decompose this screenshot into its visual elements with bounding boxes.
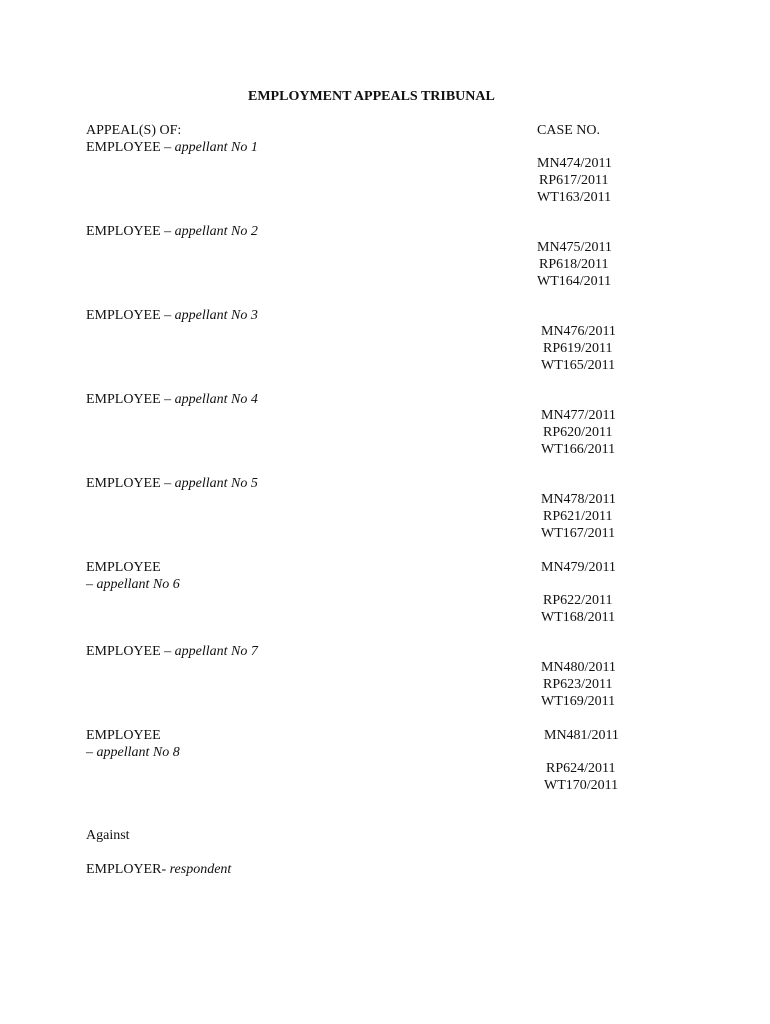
appellant-role: appellant No 5 xyxy=(174,476,258,491)
appellant-3 xyxy=(86,307,258,324)
case-number: MN478/2011 xyxy=(541,492,616,507)
case-number: MN475/2011 xyxy=(537,240,612,255)
document-title: EMPLOYMENT APPEALS TRIBUNAL xyxy=(248,89,495,104)
appellant-role: appellant No 4 xyxy=(174,392,258,407)
case-number: WT164/2011 xyxy=(537,274,612,289)
case-number: WT163/2011 xyxy=(537,190,612,205)
case-number: WT168/2011 xyxy=(541,610,616,625)
case-number: RP618/2011 xyxy=(539,257,609,272)
appellant-party: EMPLOYEE – xyxy=(86,224,175,239)
case-number: RP617/2011 xyxy=(539,173,609,188)
case-number: WT170/2011 xyxy=(544,778,619,793)
appellant-6-role: – appellant No 6 xyxy=(86,577,180,592)
appellant-role: appellant No 3 xyxy=(174,308,258,323)
appellant-7 xyxy=(86,643,258,660)
appellant-1 xyxy=(86,139,258,156)
appellant-5 xyxy=(86,475,258,492)
case-number: MN474/2011 xyxy=(537,156,612,171)
case-number: WT167/2011 xyxy=(541,526,616,541)
appellant-party: EMPLOYEE – xyxy=(86,392,175,407)
appellant-4 xyxy=(86,391,258,408)
appellant-role: appellant No 2 xyxy=(174,224,258,239)
case-number: WT166/2011 xyxy=(541,442,616,457)
appeals-of-label: APPEAL(S) OF: xyxy=(86,123,182,138)
case-number: MN479/2011 xyxy=(541,560,616,575)
case-number: MN477/2011 xyxy=(541,408,616,423)
respondent-party: EMPLOYER- xyxy=(86,862,170,877)
case-number: MN476/2011 xyxy=(541,324,616,339)
case-number: WT169/2011 xyxy=(541,694,616,709)
appellant-role: appellant No 1 xyxy=(174,140,258,155)
case-number: MN480/2011 xyxy=(541,660,616,675)
case-number: RP624/2011 xyxy=(546,761,616,776)
appellant-2 xyxy=(86,223,258,240)
case-number: WT165/2011 xyxy=(541,358,616,373)
appellant-party: EMPLOYEE – xyxy=(86,140,175,155)
case-number: RP621/2011 xyxy=(543,509,613,524)
case-no-label: CASE NO. xyxy=(537,123,601,138)
appellant-8-role: – appellant No 8 xyxy=(86,745,180,760)
case-number: RP623/2011 xyxy=(543,677,613,692)
case-number: RP620/2011 xyxy=(543,425,613,440)
appellant-8-party: EMPLOYEE xyxy=(86,728,161,743)
respondent xyxy=(86,861,231,878)
appellant-6-party: EMPLOYEE xyxy=(86,560,161,575)
appellant-role: appellant No 7 xyxy=(174,644,258,659)
appellant-party: EMPLOYEE – xyxy=(86,644,175,659)
appellant-party: EMPLOYEE – xyxy=(86,476,175,491)
appellant-party: EMPLOYEE – xyxy=(86,308,175,323)
respondent-role: respondent xyxy=(169,862,232,877)
case-number: RP619/2011 xyxy=(543,341,613,356)
against-label: Against xyxy=(86,828,130,843)
case-number: MN481/2011 xyxy=(544,728,619,743)
case-number: RP622/2011 xyxy=(543,593,613,608)
